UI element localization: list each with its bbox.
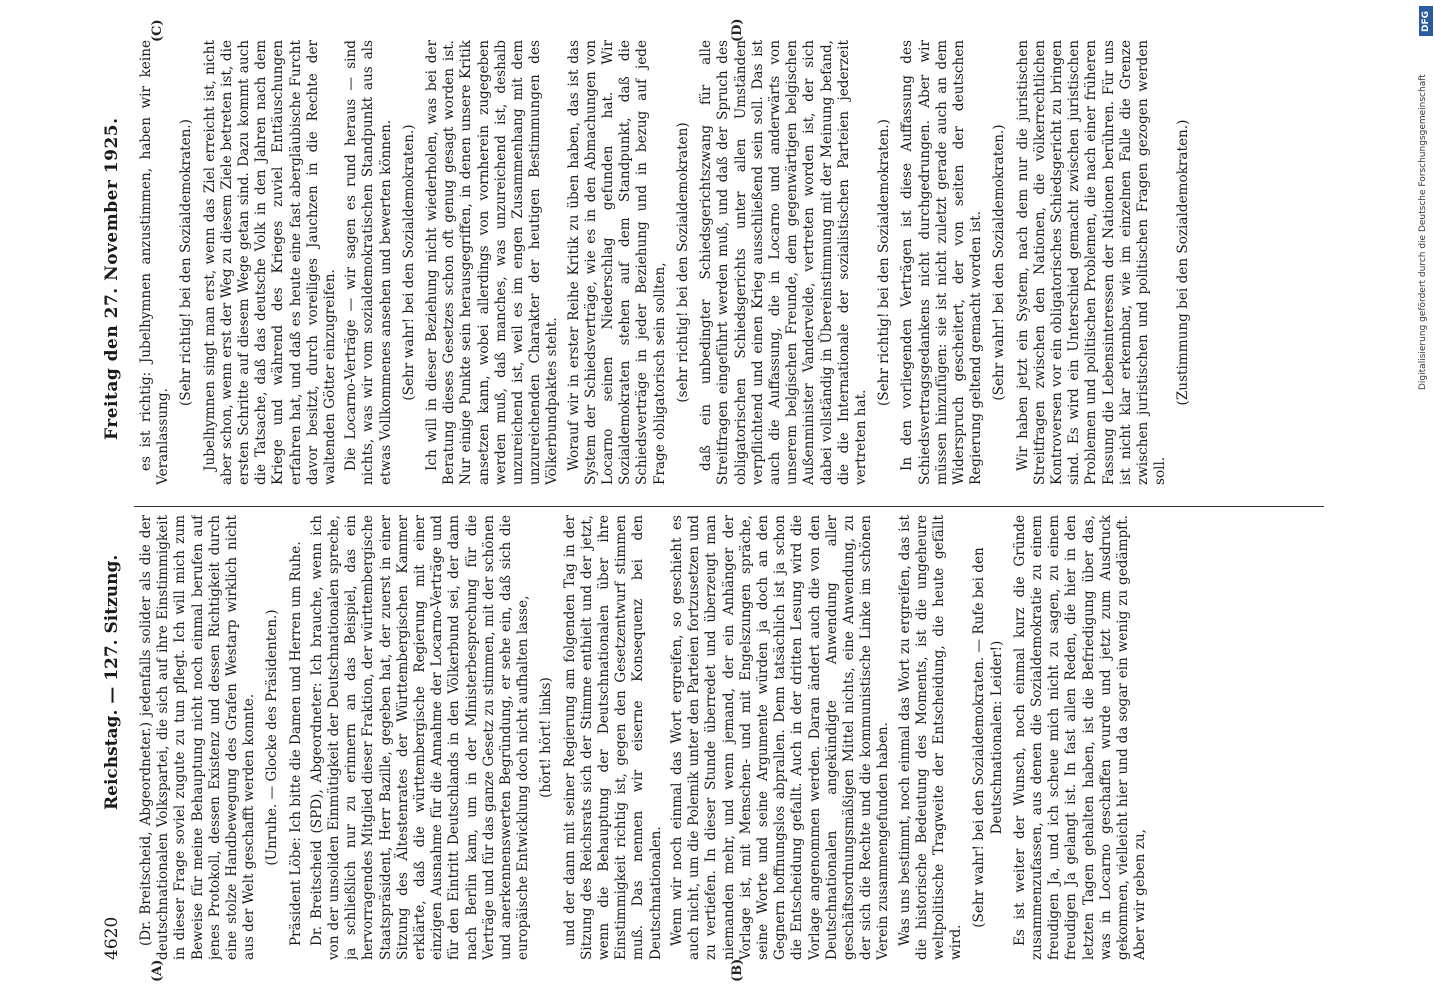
margin-marker-c: (C)	[150, 19, 165, 42]
interjection: (Sehr richtig! bei den Sozialdemokraten.)	[178, 119, 195, 406]
paragraph: und der dann mit seiner Regierung am folgenden Tag in der Sitzung des Reichsrats sich der Stimme enthielt und der jetzt, wenn die Behauptung der Deutschnationalen über ihre Einstimmigkeit richtig ist, gegen den Gesetzentwurf stimmen muß. Das nennen wir eiserne Konsequenz bei den Deutschnationalen.	[561, 515, 664, 960]
margin-marker-d: (D)	[730, 18, 745, 42]
column-divider	[134, 506, 1324, 507]
paragraph: daß ein unbedingter Schiedsgerichtszwang für alle Streitfragen eingeführt werden muß, und daß der Spruch des obligatorischen Schiedsgerichts unter allen Umständen verpflichtend und einen Krieg ausschließend sein soll. Das ist auch die Auffassung, die in Locarno und anderwärts von unserem belgischen Freunde, dem gegenwärtigen belgischen Außenminister Vandervelde, vertreten worden ist, der sich dabei vollständig in Übereinstimmung mit der Meinung befand, die die Internationale der sozialistischen Parteien jederzeit vertreten hat.	[698, 40, 869, 485]
paragraph: Die Locarno-Verträge — wir sagen es rund heraus — sind nichts, was wir vom sozialdemokratischen Standpunkt aus als etwas Vollkommenes ansehen und bewerten können.	[343, 40, 394, 485]
interjection: (Unruhe. — Glocke des Präsidenten.)	[264, 609, 281, 866]
paragraph: Es ist weiter der Wunsch, noch einmal kurz die Gründe zusammenzufassen, aus denen die Sozialdemokratie zu einem freudigen Ja, und ich scheue mich nicht zu sagen, zu einem freudigen Ja gelangt ist. In fast allen Reden, die hier in den letzten Tagen gehalten haben, ist die Befriedigung über das, was in Locarno geschaffen wurde und jetzt zum Ausdruck gekommen, vielleicht hier und da sogar ein wenig zu gedämpft. Aber wir geben zu,	[1011, 515, 1149, 960]
left-column	[138, 515, 1318, 960]
paragraph: Jubelhymnen singt man erst, wenn das Ziel erreicht ist, nicht aber schon, wenn erst der Weg zu diesem Ziele betreten ist, die ersten Schritte auf diesem Wege getan sind. Dazu kommt auch die Tatsache, daß das deutsche Volk in den Jahren nach dem Kriege und während des Krieges zuviel Enttäuschungen erfahren hat, und daß es heute eine fast abergläubische Furcht davor besitzt, durch voreiliges Jauchzen in die Rechte der waltenden Götter einzugreifen.	[201, 40, 339, 485]
paragraph: In den vorliegenden Verträgen ist diese Auffassung des Schiedsvertragsgedankens nicht durchgedrungen. Aber wir müssen hinzufügen: sie ist nicht zuletzt gerade auch an dem Widerspruch gescheitert, der von seiten der deutschen Regierung geltend gemacht worden ist.	[899, 40, 985, 485]
margin-marker-b: (B)	[730, 958, 745, 982]
session-date: Freitag den 27. November 1925.	[102, 117, 122, 440]
interjection: (hört! hört! links)	[538, 677, 555, 798]
interjection: (Zustimmung bei den Sozialdemokraten.)	[1175, 119, 1192, 406]
page-header	[98, 40, 132, 960]
dfg-logo: DFG	[1419, 6, 1433, 36]
paragraph: Was uns bestimmt, noch einmal das Wort zu ergreifen, das ist die historische Bedeutung des Moments, ist die ungeheure weltpolitische Tragweite der Entscheidung, die heute gefällt wird.	[896, 515, 965, 960]
paragraph: Wir haben jetzt ein System, nach dem nur die juristischen Streitfragen zwischen den Nationen, die völkerrechtlichen Kontroversen vor ein obligatorisches Schiedsgericht zu bringen sind. Es wird ein Unterschied gemacht zwischen juristischen Problemen und politischen Problemen, die nach einer früheren Fassung die Lebensinteressen der Nationen berühren. Für uns ist nicht klar erkennbar, wie im einzelnen Falle die Grenze zwischen juristischen und politischen Fragen gezogen werden soll.	[1014, 40, 1169, 485]
interjection: (Sehr richtig! bei den Sozialdemokraten.)	[876, 119, 893, 406]
paragraph: Ich will in dieser Beziehung nicht wiederholen, was bei der Beratung dieses Gesetzes schon oft genug gesagt worden ist. Nur einige Punkte sein herausgegriffen, in denen unsere Kritik ansetzen kann, wobei allerdings von vornherein zugegeben werden muß, daß manches, was unzureichend ist, deshalb unzureichend ist, weil es im engen Zusammenhang mit dem unzureichenden Charakter der heutigen Bestimmungen des Völkerbundpaktes steht.	[424, 40, 561, 485]
paragraph: es ist richtig: Jubelhymnen anzustimmen, haben wir keine Veranlassung.	[138, 40, 172, 485]
interjection: (Sehr wahr! bei den Sozialdemokraten.)	[400, 124, 417, 401]
interjection: (Sehr wahr! bei den Sozialdemokraten. — Rufe bei den Deutschnationalen: Leider!)	[971, 547, 1005, 928]
page-number: 4620	[102, 916, 122, 960]
digitization-sidebar	[1418, 0, 1434, 1000]
interjection: (sehr richtig! bei den Sozialdemokraten)	[674, 122, 691, 403]
paragraph: (Dr. Breitscheid, Abgeordneter.) jedenfalls solider als die der deutschnationalen Volkspartei, die sich auf ihre Einstimmigkeit in dieser Frage soviel zugute zu tun pflegt. Ich will mich zum Beweise für meine Behauptung nicht noch einmal berufen auf jenes Protokoll, dessen Existenz und dessen Richtigkeit durch eine stolze Handbewegung des Grafen Westarp wirklich nicht aus der Welt geschafft werden konnte.	[138, 515, 258, 960]
digitization-credit: Digitalisierung gefördert durch die Deutsche Forschungsgemeinschaft	[1418, 74, 1428, 390]
interjection: (Sehr wahr! bei den Sozialdemokraten.)	[991, 124, 1008, 401]
margin-marker-a: (A)	[150, 959, 165, 982]
paragraph: Worauf wir in erster Reihe Kritik zu üben haben, das ist das System der Schiedsverträge, wie es in den Abmachungen von Locarno seinen Niederschlag gefunden hat. Wir Sozialdemokraten stehen auf dem Standpunkt, daß die Schiedsverträge in jeder Beziehung und in bezug auf jede Frage obligatorisch sein sollten,	[565, 40, 668, 485]
document-page	[90, 0, 1380, 1000]
paragraph: Dr. Breitscheid (SPD), Abgeordneter: Ich brauche, wenn ich von der unsoliden Einmütigkeit der Deutschnationalen spreche, ja schließlich nur zu erinnern an das Beispiel, das ein hervorragendes Mitglied dieser Fraktion, der württembergische Staatspräsident, Herr Bazille, gegeben hat, der zuerst in einer Sitzung des Ältestenrates der Württembergischen Kammer erklärte, daß die württembergische Regierung mit einer einzigen Ausnahme für die Annahme der Locarno-Verträge und für den Eintritt Deutschlands in den Völkerbund sei, der dann nach Berlin kam, um in der Ministerbesprechung für die Verträge und für das ganze Gesetz zu stimmen, mit der schönen und anerkennenswerten Begründung, er sehe ein, daß sich die europäische Entwicklung doch nicht aufhalten lasse,	[308, 515, 532, 960]
session-title: Reichstag. — 127. Sitzung.	[102, 554, 122, 810]
right-column	[138, 40, 1318, 485]
paragraph: Präsident Löbe: Ich bitte die Damen und Herren um Ruhe.	[287, 541, 304, 946]
paragraph: Wenn wir noch einmal das Wort ergreifen, so geschieht es auch nicht, um die Polemik unter den Parteien fortzusetzen und zu vertiefen. In dieser Stunde überredet und überzeugt man niemanden mehr, und wenn jemand, der ein Anhänger der Vorlage ist, mit Menschen- und mit Engelszungen spräche, seine Worte und seine Argumente würden ja doch an den Gegnern hoffnungslos abprallen. Denn tatsächlich ist ja schon die Entscheidung gefallt. Auch in der dritten Lesung wird die Vorlage angenommen werden. Daran ändert auch die von den Deutschnationalen angekündigte Anwendung aller geschäftsordnungsmäßigen Mittel nichts, eine Anwendung, zu der sich die Rechte und die kommunistische Linke im schönen Verein zusammengefunden haben.	[668, 515, 892, 960]
